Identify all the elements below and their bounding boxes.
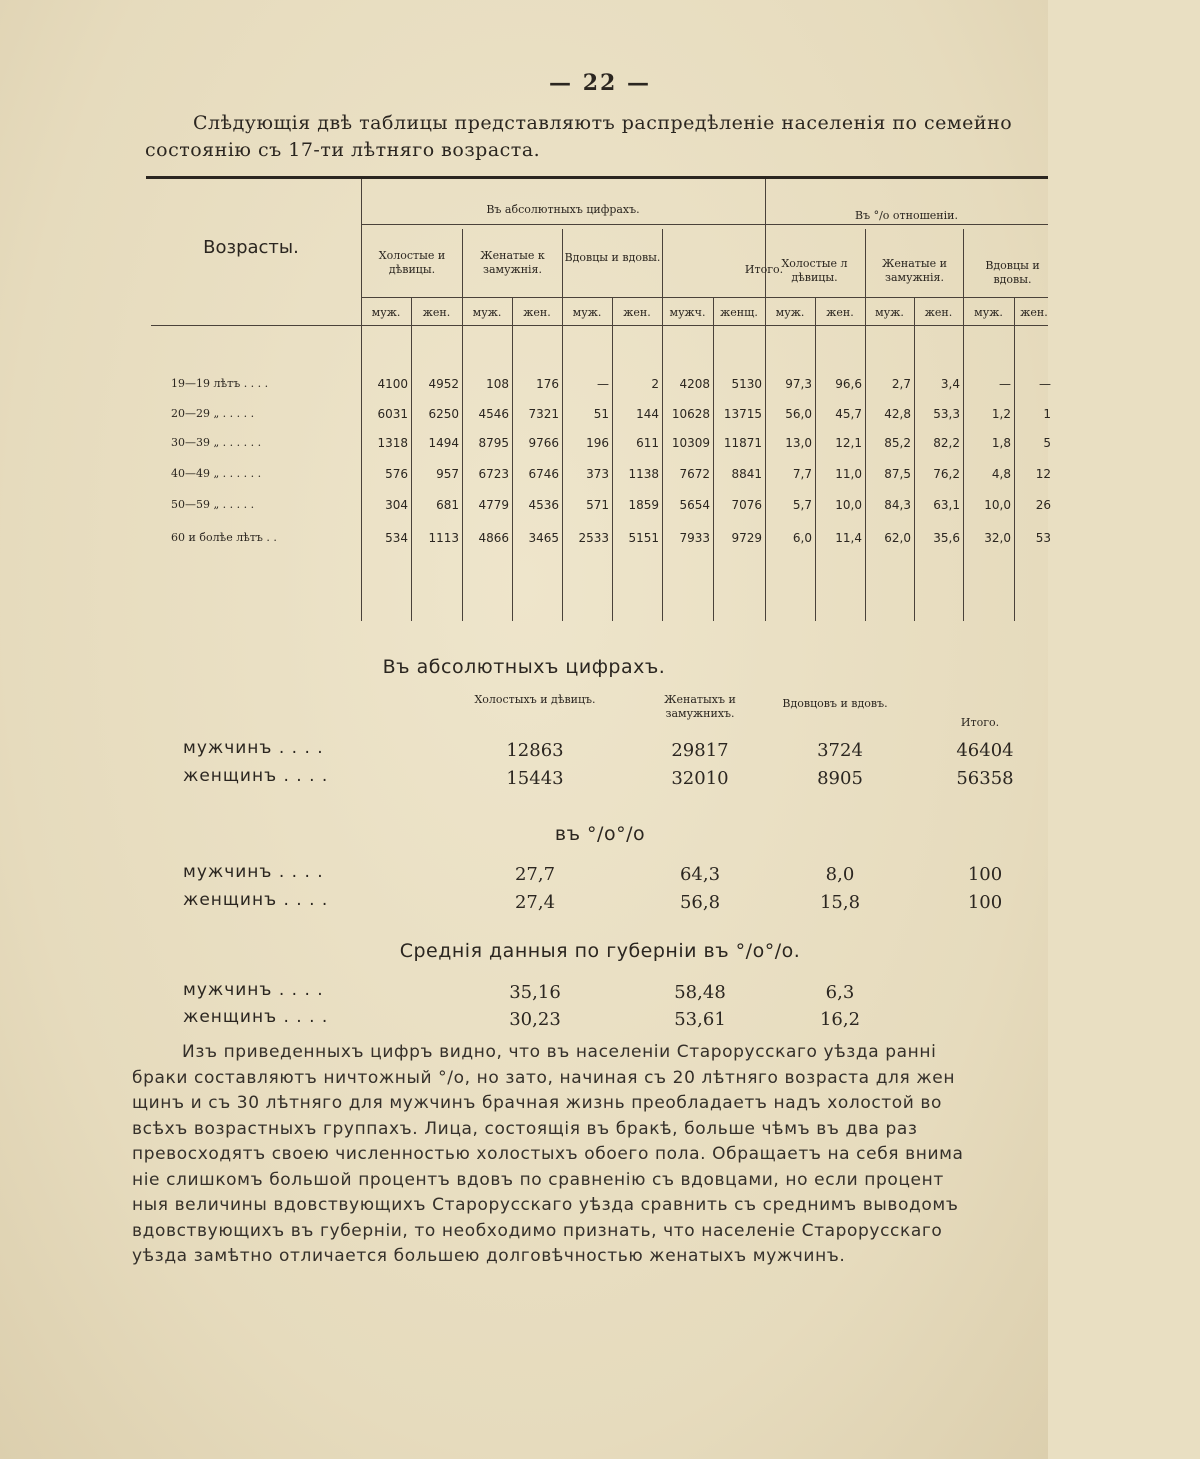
- table-cell: 1138: [628, 467, 659, 481]
- table-cell: 9766: [528, 436, 559, 450]
- table-cell: 56,0: [785, 407, 812, 421]
- table-rule: [612, 297, 613, 621]
- table-cell: 5151: [628, 531, 659, 545]
- table-cell: 8841: [731, 467, 762, 481]
- sub-header: жен.: [422, 306, 451, 319]
- table-rule: [815, 297, 816, 621]
- paragraph-line: вдовствующихъ въ губерніи, то необходимо признать, что населеніе Старорусскаго: [132, 1220, 943, 1241]
- summary-header: Вдовцовъ и вдовъ.: [782, 697, 888, 710]
- table-cell: 11,4: [835, 531, 862, 545]
- table-rule: [765, 179, 766, 621]
- row-label: 40—49 „ . . . . . .: [171, 467, 262, 480]
- table-cell: 4779: [478, 498, 509, 512]
- table-cell: 144: [636, 407, 659, 421]
- sub-header: жен.: [924, 306, 953, 319]
- paragraph-line: Изъ приведенныхъ цифръ видно, что въ населеніи Старорусскаго уѣзда ранні: [182, 1042, 937, 1062]
- table-cell: 7076: [731, 498, 762, 512]
- table-cell: 4952: [428, 377, 459, 391]
- table-cell: 6250: [428, 407, 459, 421]
- summary-value: 58,48: [674, 982, 726, 1003]
- summary-row-label: женщинъ . . . .: [183, 1007, 329, 1027]
- summary-pct-title: въ °/о°/о: [554, 823, 646, 845]
- sub-header: жен.: [523, 306, 551, 319]
- table-cell: 35,6: [933, 531, 960, 545]
- table-cell: —: [597, 377, 609, 391]
- table-cell: —: [1039, 377, 1051, 391]
- summary-value: 56358: [956, 768, 1014, 789]
- table-rule: [865, 229, 866, 621]
- table-cell: 10,0: [835, 498, 862, 512]
- table-cell: 571: [586, 498, 609, 512]
- table-cell: 7933: [679, 531, 710, 545]
- summary-value: 35,16: [509, 982, 561, 1003]
- table-cell: 62,0: [884, 531, 911, 545]
- table-cell: 4208: [679, 377, 710, 391]
- table-rule: [1014, 297, 1015, 621]
- summary-value: 100: [967, 864, 1003, 885]
- table-cell: 82,2: [933, 436, 960, 450]
- table-cell: 13,0: [785, 436, 812, 450]
- table-cell: 87,5: [884, 467, 911, 481]
- table-cell: 63,1: [933, 498, 960, 512]
- group-header: Женатые и замужнія.: [882, 257, 947, 284]
- table-cell: 11,0: [835, 467, 862, 481]
- row-label: 50—59 „ . . . . .: [171, 498, 255, 511]
- summary-value: 6,3: [825, 982, 855, 1003]
- summary-row-label: мужчинъ . . . .: [183, 862, 324, 882]
- absolute-header: Въ абсолютныхъ цифрахъ.: [486, 203, 640, 216]
- group-header: Вдовцы и вдовы.: [985, 259, 1040, 286]
- table-cell: 4100: [377, 377, 408, 391]
- table-cell: 1859: [628, 498, 659, 512]
- conclusion-paragraph: [132, 1040, 1048, 1270]
- table-cell: 373: [586, 467, 609, 481]
- table-cell: 84,3: [884, 498, 911, 512]
- table-cell: 10628: [671, 407, 710, 421]
- table-cell: 96,6: [835, 377, 862, 391]
- summary-row-label: женщинъ . . . .: [183, 766, 329, 786]
- table-cell: 196: [586, 436, 609, 450]
- table-cell: 3,4: [940, 377, 960, 391]
- table-cell: —: [999, 377, 1011, 391]
- paragraph-line: уѣзда замѣтно отличается большею долговѣчностью женатыхъ мужчинъ.: [132, 1246, 846, 1266]
- sub-header: жен.: [1020, 306, 1048, 319]
- table-cell: 6,0: [792, 531, 812, 545]
- table-cell: 13715: [723, 407, 762, 421]
- table-cell: 6746: [528, 467, 559, 481]
- table-cell: 12,1: [835, 436, 862, 450]
- summary-value: 29817: [671, 740, 729, 761]
- table-rule: [662, 229, 663, 621]
- summary-value: 32010: [671, 768, 729, 789]
- table-rule: [765, 224, 1048, 225]
- table-cell: 957: [436, 467, 459, 481]
- table-cell: 5,7: [792, 498, 812, 512]
- table-cell: 6031: [377, 407, 408, 421]
- summary-value: 15,8: [819, 892, 861, 913]
- paragraph-line: ніе слишкомъ большой процентъ вдовъ по сравненію съ вдовцами, но если процент: [132, 1169, 944, 1190]
- table-cell: 576: [385, 467, 408, 481]
- summary-abs-title: Въ абсолютныхъ цифрахъ.: [382, 656, 666, 678]
- paragraph-line: браки составляютъ ничтожный °/о, но зато, начиная съ 20 лѣтняго возраста для жен: [132, 1067, 956, 1088]
- row-label: 30—39 „ . . . . . .: [171, 436, 262, 449]
- table-cell: 76,2: [933, 467, 960, 481]
- sub-header: муж.: [974, 306, 1003, 319]
- sub-header: муж.: [472, 306, 502, 319]
- table-cell: 11871: [723, 436, 762, 450]
- summary-value: 3724: [817, 740, 863, 761]
- group-header: Женатые к замужнія.: [480, 249, 545, 276]
- table-cell: 7321: [528, 407, 559, 421]
- table-cell: 85,2: [884, 436, 911, 450]
- summary-row-label: мужчинъ . . . .: [183, 738, 324, 758]
- table-cell: 4,8: [991, 467, 1011, 481]
- row-label: 60 и болѣе лѣтъ . .: [171, 531, 277, 544]
- intro-text: [145, 110, 1048, 164]
- sub-header: мужч.: [669, 306, 706, 319]
- table-cell: 10309: [671, 436, 710, 450]
- table-cell: 1494: [428, 436, 459, 450]
- summary-value: 16,2: [819, 1009, 861, 1030]
- summary-value: 64,3: [679, 864, 721, 885]
- summary-value: 15443: [506, 768, 564, 789]
- summary-value: 27,4: [514, 892, 556, 913]
- table-cell: 53: [1035, 531, 1051, 545]
- intro-line: состоянію съ 17-ти лѣтняго возраста.: [145, 139, 541, 161]
- table-cell: 8795: [478, 436, 509, 450]
- table-cell: 1: [1043, 407, 1051, 421]
- summary-row-label: женщинъ . . . .: [183, 890, 329, 910]
- table-cell: 42,8: [884, 407, 911, 421]
- table-rule: [361, 179, 362, 621]
- table-cell: 1113: [428, 531, 459, 545]
- table-cell: 97,3: [785, 377, 812, 391]
- table-rule: [361, 224, 765, 225]
- table-cell: 2,7: [891, 377, 911, 391]
- table-rule: [411, 297, 412, 621]
- sub-header: жен.: [826, 306, 854, 319]
- table-cell: 2: [651, 377, 659, 391]
- summary-value: 56,8: [679, 892, 721, 913]
- intro-line: Слѣдующія двѣ таблицы представляютъ распредѣленіе населенія по семейно: [193, 112, 1013, 134]
- table-cell: 1,8: [991, 436, 1011, 450]
- table-cell: 26: [1035, 498, 1051, 512]
- table-cell: 108: [486, 377, 509, 391]
- table-cell: 176: [536, 377, 559, 391]
- table-cell: 304: [385, 498, 408, 512]
- table-cell: 53,3: [933, 407, 960, 421]
- table-cell: 3465: [528, 531, 559, 545]
- table-rule: [361, 297, 1048, 298]
- row-label: 20—29 „ . . . . .: [171, 407, 255, 420]
- sub-header: муж.: [371, 306, 401, 319]
- table-cell: 12: [1035, 467, 1051, 481]
- table-cell: 1,2: [991, 407, 1011, 421]
- summary-value: 53,61: [674, 1009, 726, 1030]
- table-cell: 534: [385, 531, 408, 545]
- table-rule: [713, 297, 714, 621]
- summary-value: 8,0: [825, 864, 855, 885]
- table-cell: 2533: [578, 531, 609, 545]
- table-cell: 5130: [731, 377, 762, 391]
- group-header: Холостые л дѣвицы.: [781, 257, 848, 284]
- percent-header: Въ °/о отношеніи.: [855, 209, 958, 222]
- marital-status-table: [146, 176, 1051, 621]
- sub-header: муж.: [572, 306, 602, 319]
- summary-value: 100: [967, 892, 1003, 913]
- table-cell: 5654: [679, 498, 710, 512]
- sub-header: женщ.: [720, 306, 758, 319]
- table-cell: 4866: [478, 531, 509, 545]
- group-header: Вдовцы и вдовы.: [564, 251, 661, 264]
- table-cell: 5: [1043, 436, 1051, 450]
- table-cell: 611: [636, 436, 659, 450]
- summary-value: 27,7: [514, 864, 556, 885]
- table-cell: 10,0: [984, 498, 1011, 512]
- table-cell: 32,0: [984, 531, 1011, 545]
- group-header: Итого.: [744, 263, 784, 276]
- summary-row-label: мужчинъ . . . .: [183, 980, 324, 1000]
- table-cell: 6723: [478, 467, 509, 481]
- sub-header: жен.: [623, 306, 651, 319]
- table-cell: 9729: [731, 531, 762, 545]
- paragraph-line: щинъ и съ 30 лѣтняго для мужчинъ брачная жизнь преобладаетъ надъ холостой во: [132, 1093, 943, 1113]
- row-label: 19—19 лѣтъ . . . .: [171, 377, 269, 390]
- ages-header: Возрасты.: [203, 237, 299, 258]
- summary-avg-title: Среднія данныя по губерніи въ °/о°/о.: [399, 940, 801, 962]
- table-cell: 7672: [679, 467, 710, 481]
- paragraph-line: ныя величины вдовствующихъ Старорусскаго уѣзда сравнить съ среднимъ выводомъ: [132, 1195, 959, 1215]
- summary-value: 46404: [956, 740, 1014, 761]
- table-rule: [462, 229, 463, 621]
- table-cell: 681: [436, 498, 459, 512]
- table-cell: 45,7: [835, 407, 862, 421]
- table-cell: 1318: [377, 436, 408, 450]
- table-cell: 51: [593, 407, 609, 421]
- summary-value: 30,23: [509, 1009, 561, 1030]
- sub-header: муж.: [775, 306, 805, 319]
- sub-header: муж.: [875, 306, 904, 319]
- paragraph-line: всѣхъ возрастныхъ группахъ. Лица, состоящія въ бракѣ, больше чѣмъ въ два раз: [132, 1118, 918, 1139]
- table-rule: [562, 229, 563, 621]
- table-rule: [963, 229, 964, 621]
- summary-value: 8905: [817, 768, 863, 789]
- summary-value: 12863: [506, 740, 564, 761]
- summary-header: Женатыхъ и замужнихъ.: [664, 693, 736, 720]
- summary-header: Итого.: [960, 716, 1000, 729]
- summary-header: Холостыхъ и дѣвицъ.: [474, 693, 596, 706]
- group-header: Холостые и дѣвицы.: [378, 249, 446, 276]
- table-cell: 4536: [528, 498, 559, 512]
- page-number: — 22 —: [549, 70, 651, 96]
- table-rule: [914, 297, 915, 621]
- paragraph-line: превосходятъ своею численностью холостыхъ обоего пола. Обращаетъ на себя внима: [132, 1144, 964, 1164]
- table-cell: 4546: [478, 407, 509, 421]
- table-rule: [512, 297, 513, 621]
- table-cell: 7,7: [792, 467, 812, 481]
